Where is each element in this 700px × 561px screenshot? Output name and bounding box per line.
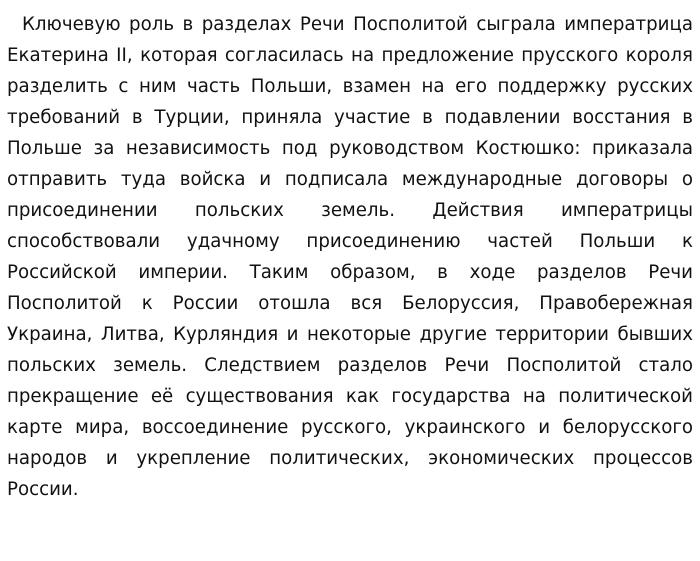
document-body <box>7 9 693 505</box>
paragraph-line: разделить с ним часть Польши, взамен на его поддержку русских <box>7 76 693 97</box>
paragraph-line: требований в Турции, приняла участие в подавлении восстания в <box>7 107 693 128</box>
paragraph-line: способствовали удачному присоединению частей Польши к <box>7 231 693 252</box>
paragraph-line: Екатерина II, которая согласилась на предложение прусского короля <box>7 45 693 66</box>
paragraph-line: Польше за независимость под руководством Костюшко: приказала <box>7 138 693 159</box>
paragraph-line: Посполитой к России отошла вся Белоруссия, Правобережная <box>7 293 693 314</box>
paragraph <box>7 9 693 505</box>
paragraph-line: России. <box>7 479 79 500</box>
paragraph-line: присоединении польских земель. Действия императрицы <box>7 200 693 221</box>
paragraph-line: отправить туда войска и подписала международные договоры о <box>7 169 693 190</box>
paragraph-line: польских земель. Следствием разделов Речи Посполитой стало <box>7 355 693 376</box>
paragraph-line: Ключевую роль в разделах Речи Посполитой сыграла императрица <box>22 14 693 35</box>
paragraph-line: Российской империи. Таким образом, в ходе разделов Речи <box>7 262 693 283</box>
paragraph-line: Украина, Литва, Курляндия и некоторые другие территории бывших <box>7 324 693 345</box>
paragraph-line: прекращение её существования как государства на политической <box>7 386 693 407</box>
paragraph-line: карте мира, воссоединение русского, украинского и белорусского <box>7 417 693 438</box>
paragraph-line: народов и укрепление политических, экономических процессов <box>7 448 693 469</box>
